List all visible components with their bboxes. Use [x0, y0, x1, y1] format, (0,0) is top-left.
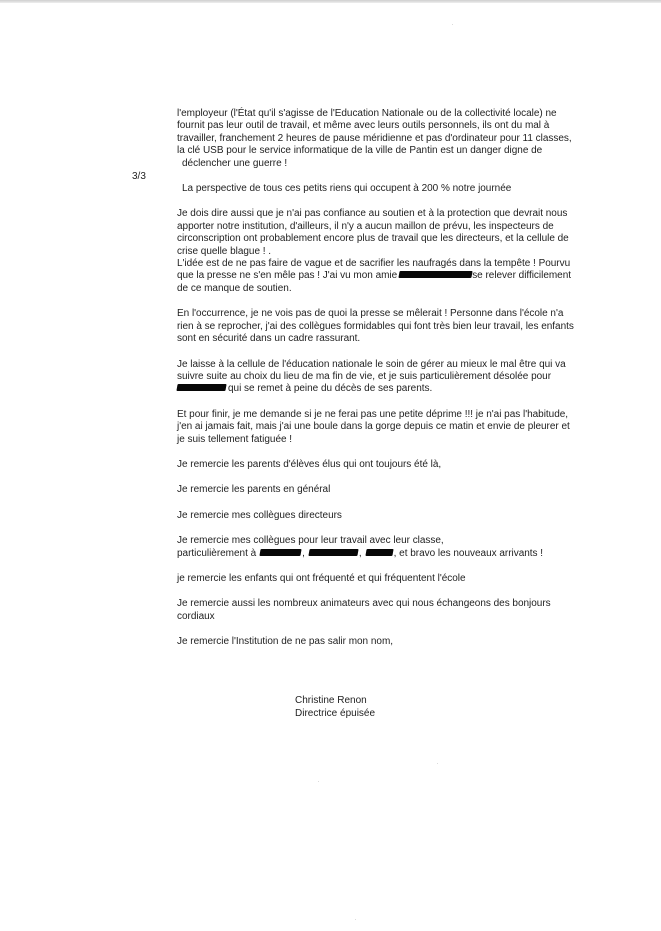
redacted-colleague-1 [260, 549, 302, 556]
page-number: 3/3 [132, 171, 146, 182]
redacted-friend-name [399, 271, 473, 278]
perspective-paragraph: La perspective de tous ces petits riens qui occupent à 200 % notre journée [182, 183, 512, 195]
cellule-line-3 [177, 383, 632, 395]
cellule-line-2: suivre suite au choix du lieu de ma fin de vie, et je suis particulièrement désolée pour [177, 370, 552, 382]
cellule-paragraph [177, 359, 632, 396]
scan-speck [318, 781, 319, 782]
redacted-colleague-2 [308, 549, 358, 556]
employer-line-3: travailler, franchement 2 heures de pause méridienne et pas d'ordinateur pour 11 classes, [177, 132, 572, 144]
support-line-6-end: se relever difficilement [472, 270, 572, 282]
thanks-animators-line-1: Je remercie aussi les nombreux animateurs avec qui nous échangeons des bonjours [177, 598, 551, 610]
letter-body [177, 108, 632, 649]
cellule-line-3-text: qui se remet à peine du décès de ses parents. [228, 383, 433, 395]
support-line-5: L'idée est de ne pas faire de vague et de sacrifier les naufragés dans la tempête ! Pourvu [177, 258, 571, 270]
support-line-6 [177, 270, 632, 282]
thanks-colleagues-line-2: particulièrement à , , , et bravo les nouveaux arrivants ! [177, 547, 544, 559]
redacted-colleague-name [176, 384, 226, 391]
thanks-colleagues-line-2-start: particulièrement à [177, 547, 257, 559]
thanks-colleagues-line-1: Je remercie mes collègues pour leur travail avec leur classe, [177, 535, 444, 547]
support-line-3: circonscription ont probablement encore plus de travail que les directeurs, et la cellule de [177, 233, 569, 245]
support-line-4: crise quelle blague ! . [177, 245, 272, 257]
support-line-1: Je dois dire aussi que je n'ai pas confiance au soutien et à la protection que devrait nous [177, 208, 568, 220]
thanks-directors: Je remercie mes collègues directeurs [177, 509, 342, 521]
thanks-colleagues [177, 535, 632, 560]
thanks-children: je remercie les enfants qui ont fréquenté et qui fréquentent l'école [177, 572, 466, 584]
thanks-animators [177, 598, 632, 623]
support-line-6-start: que la presse ne s'en mêle pas ! J'ai vu mon amie [177, 270, 398, 282]
scan-speck [355, 919, 356, 920]
thanks-institution: Je remercie l'Institution de ne pas salir mon nom, [177, 636, 394, 648]
signature-block [295, 694, 375, 720]
signature-name: Christine Renon [295, 695, 367, 706]
occurrence-line-2: rien à se reprocher, j'ai des collègues formidables qui font très bien leur travail, les enfants [177, 320, 574, 332]
support-line-2: apporter notre institution, d'ailleurs, il n'y a aucun maillon de prévu, les inspecteurs de [177, 220, 554, 232]
employer-line-2: fournit pas leur outil de travail, et même avec leurs outils personnels, ils ont du mal à [177, 120, 550, 132]
thanks-animators-line-2: cordiaux [177, 610, 215, 622]
occurrence-paragraph [177, 308, 632, 345]
scan-speck [437, 763, 438, 764]
scan-top-edge [0, 0, 661, 3]
occurrence-line-3: sont en sécurité dans un cadre rassurant. [177, 333, 361, 345]
support-paragraph [177, 208, 632, 295]
support-line-7: de ce manque de soutien. [177, 282, 292, 294]
redacted-colleague-3 [365, 549, 393, 556]
employer-line-5: déclencher une guerre ! [182, 157, 288, 169]
scan-speck [452, 24, 453, 25]
employer-line-1: l'employeur (l'État qu'il s'agisse de l'Education Nationale ou de la collectivité locale) ne [177, 108, 557, 119]
employer-line-4: la clé USB pour le service informatique de la ville de Pantin est un danger digne de [177, 145, 543, 157]
thanks-colleagues-line-2-end: , et bravo les nouveaux arrivants ! [393, 547, 544, 559]
employer-paragraph [177, 108, 632, 170]
thanks-parents-elus: Je remercie les parents d'élèves élus qui ont toujours été là, [177, 458, 442, 470]
finally-line-2: j'en ai jamais fait, mais j'ai une boule dans la gorge depuis ce matin et envie de pleurer et [177, 421, 570, 433]
finally-paragraph [177, 409, 632, 446]
finally-line-3: je suis tellement fatiguée ! [177, 433, 293, 445]
thanks-parents-general: Je remercie les parents en général [177, 484, 331, 496]
cellule-line-1: Je laisse à la cellule de l'éducation nationale le soin de gérer au mieux le mal être qui va [177, 358, 566, 370]
signature-title: Directrice épuisée [295, 708, 376, 719]
finally-line-1: Et pour finir, je me demande si je ne ferai pas une petite déprime !!! je n'ai pas l'habitude, [177, 408, 569, 420]
occurrence-line-1: En l'occurrence, je ne vois pas de quoi la presse se mêlerait ! Personne dans l'école n'a [177, 308, 564, 320]
